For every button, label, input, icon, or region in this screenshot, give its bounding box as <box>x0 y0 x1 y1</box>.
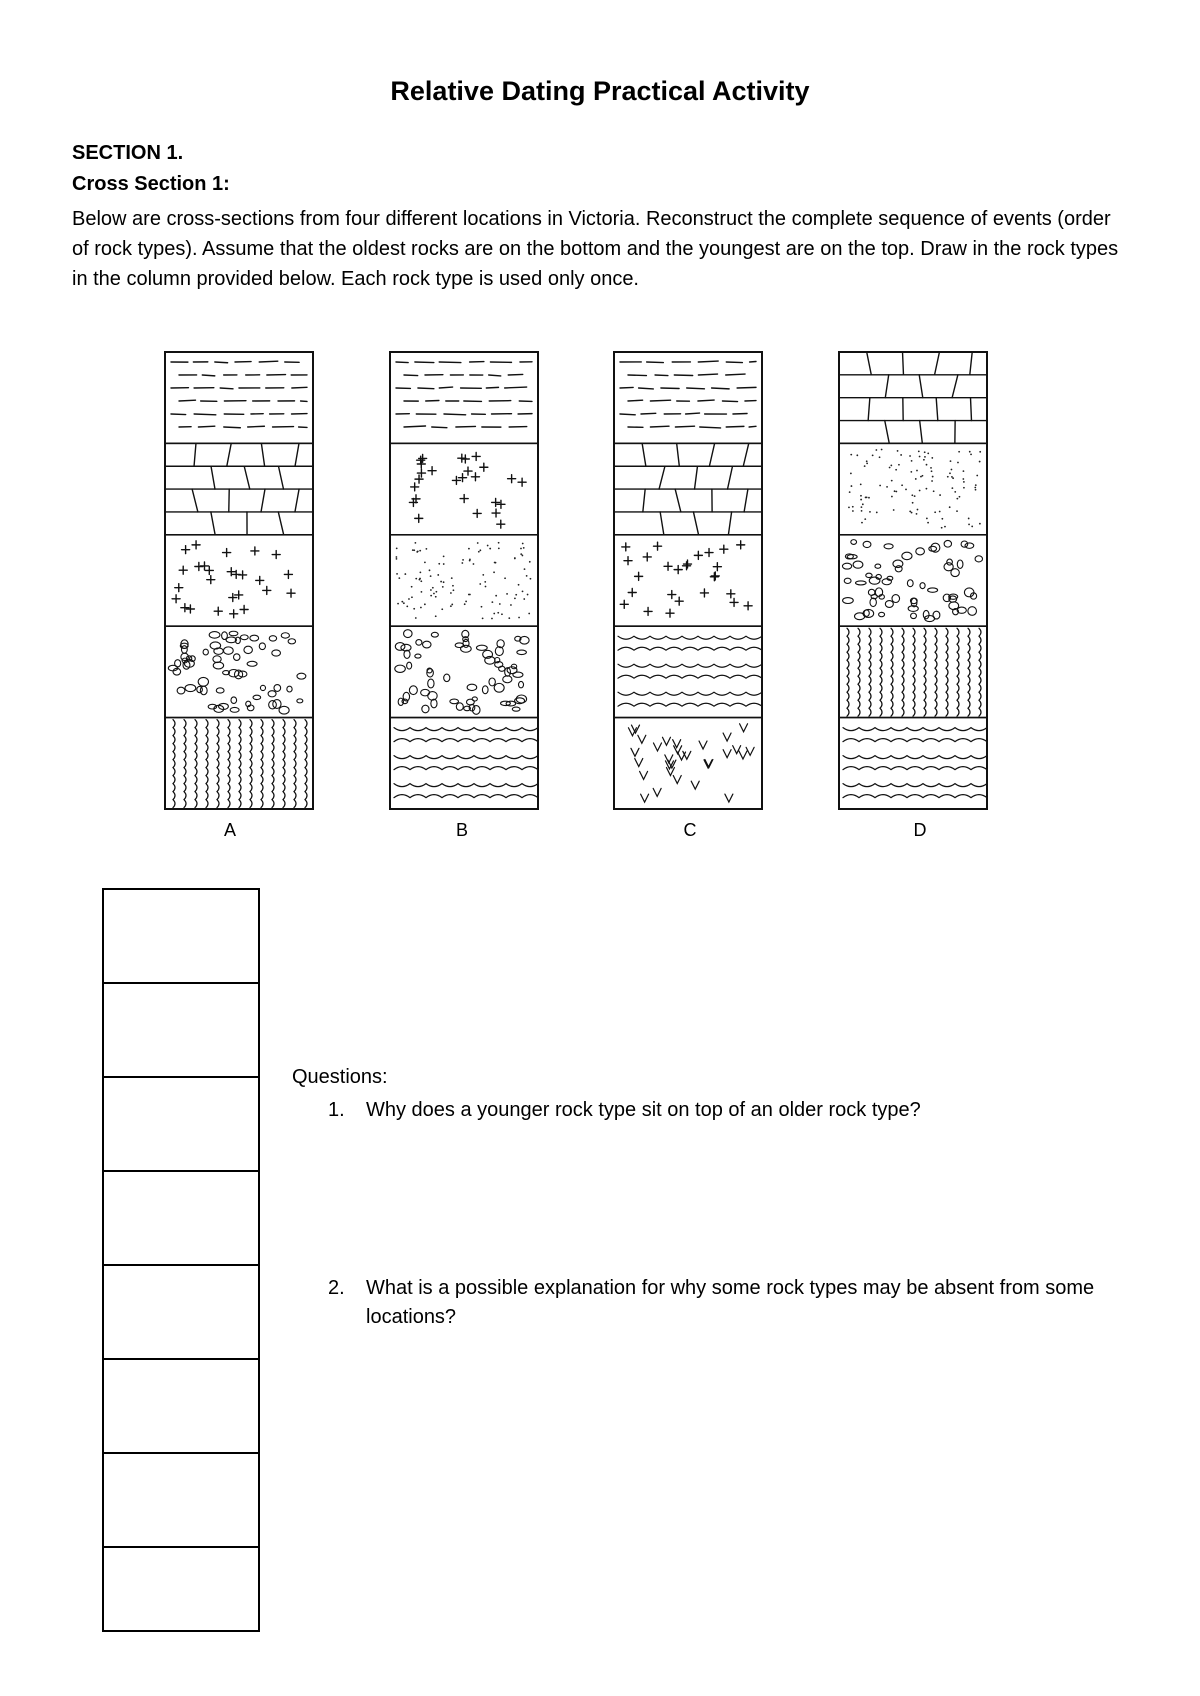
question-number: 1. <box>328 1099 345 1121</box>
question-2 <box>328 1274 1148 1332</box>
rock-layer-schist <box>165 718 313 809</box>
rock-column-d <box>839 352 987 809</box>
answer-cell[interactable] <box>104 1360 258 1454</box>
question-1 <box>328 1096 1148 1125</box>
rock-layer-shale <box>614 352 762 443</box>
instructions-text: Below are cross-sections from four different locations in Victoria. Reconstruct the complete sequence of events (order of rock types). Assume that the oldest rocks are on the bottom and the youngest are on the top. Draw in the rock types in the column provided below. Each rock type is used only once. <box>72 208 1119 290</box>
rock-layer-conglomerate <box>165 626 313 717</box>
rock-column-b <box>390 352 538 809</box>
rock-layer-wavy <box>390 718 538 809</box>
answer-cell[interactable] <box>104 1548 258 1640</box>
question-text: What is a possible explanation for why some rock types may be absent from some locations? <box>366 1277 1095 1328</box>
rock-layer-shale <box>390 352 538 443</box>
answer-cell[interactable] <box>104 1172 258 1266</box>
column-label-a: A <box>223 820 236 840</box>
rock-layer-granite <box>614 535 762 626</box>
answer-cell[interactable] <box>104 984 258 1078</box>
rock-layer-wavy <box>839 718 987 809</box>
section-heading: SECTION 1. <box>72 142 184 164</box>
column-label-b: B <box>455 820 468 840</box>
cross-section-diagram <box>0 340 1200 840</box>
subsection-heading: Cross Section 1: <box>72 173 230 195</box>
rock-layer-granite <box>165 535 313 626</box>
rock-layer-shale <box>165 352 313 443</box>
rock-layer-sandstone <box>390 535 538 626</box>
question-number: 2. <box>328 1277 345 1299</box>
rock-layer-limestone <box>165 443 313 534</box>
rock-layer-schist <box>839 626 987 717</box>
column-label-c: C <box>683 820 697 840</box>
rock-layer-conglomerate <box>839 535 987 626</box>
rock-layer-volcanic <box>614 718 762 809</box>
rock-layer-limestone <box>839 352 987 443</box>
instructions-paragraph <box>72 204 1132 294</box>
rock-layer-limestone <box>614 443 762 534</box>
questions-heading: Questions: <box>292 1066 388 1088</box>
page-title: Relative Dating Practical Activity <box>390 76 810 106</box>
rock-column-c <box>614 352 762 809</box>
answer-cell[interactable] <box>104 1266 258 1360</box>
question-text: Why does a younger rock type sit on top of an older rock type? <box>366 1099 921 1121</box>
column-label-d: D <box>913 820 927 840</box>
rock-layer-sandstone <box>839 443 987 534</box>
answer-cell[interactable] <box>104 890 258 984</box>
rock-layer-wavy <box>614 626 762 717</box>
rock-layer-granite <box>390 443 538 534</box>
rock-layer-conglomerate <box>390 626 538 717</box>
rock-column-a <box>165 352 313 809</box>
answer-cell[interactable] <box>104 1454 258 1548</box>
answer-column[interactable] <box>102 888 260 1632</box>
answer-cell[interactable] <box>104 1078 258 1172</box>
